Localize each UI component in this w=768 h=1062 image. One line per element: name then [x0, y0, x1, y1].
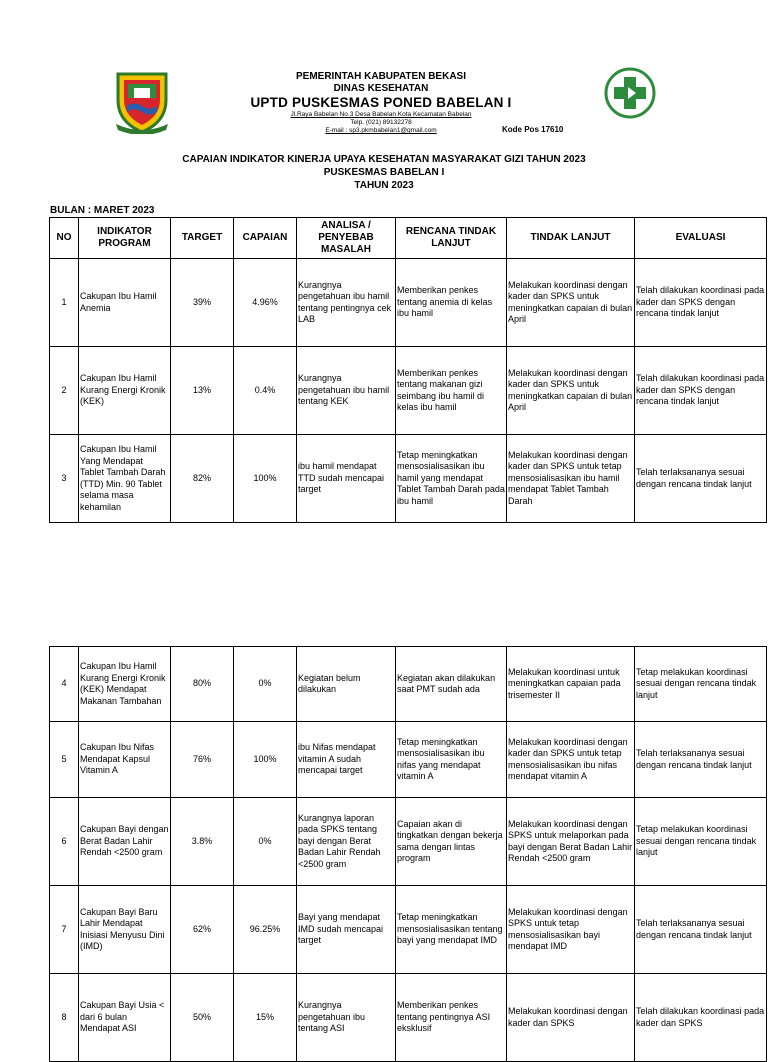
cell-no: 8 — [50, 974, 79, 1062]
cell-tindak: Melakukan koordinasi dengan kader dan SPKS — [507, 974, 635, 1062]
cell-analisa: ibu Nifas mendapat vitamin A sudah mencapai target — [297, 722, 396, 798]
col-header-capaian: CAPAIAN — [234, 218, 297, 259]
table-row — [50, 886, 767, 974]
cell-target: 13% — [171, 347, 234, 435]
cell-evaluasi: Telah terlaksananya sesuai dengan rencana tindak lanjut — [635, 886, 767, 974]
cell-indikator: Cakupan Bayi Baru Lahir Mendapat Inisiasi Menyusu Dini (IMD) — [79, 886, 171, 974]
cell-capaian: 0.4% — [234, 347, 297, 435]
email-link[interactable]: E-mail : sp3.pkmbabelan1@gmail.com — [325, 127, 437, 134]
cell-target: 39% — [171, 259, 234, 347]
cell-analisa: Bayi yang mendapat IMD sudah mencapai target — [297, 886, 396, 974]
cell-evaluasi: Tetap melakukan koordinasi sesuai dengan rencana tindak lanjut — [635, 798, 767, 886]
indicator-table-page-1 — [49, 217, 767, 523]
puskesmas-cross-logo — [604, 67, 656, 119]
cell-rencana: Memberikan penkes tentang anemia di kelas ibu hamil — [396, 259, 507, 347]
table-row — [50, 974, 767, 1062]
cell-evaluasi: Telah dilakukan koordinasi pada kader dan SPKS dengan rencana tindak lanjut — [635, 347, 767, 435]
cell-capaian: 100% — [234, 722, 297, 798]
cell-target: 50% — [171, 974, 234, 1062]
cell-indikator: Cakupan Ibu Hamil Anemia — [79, 259, 171, 347]
cell-evaluasi: Telah terlaksananya sesuai dengan rencana tindak lanjut — [635, 722, 767, 798]
cell-evaluasi: Tetap melakukan koordinasi sesuai dengan rencana tindak lanjut — [635, 647, 767, 722]
table-row — [50, 722, 767, 798]
col-header-tindak: TINDAK LANJUT — [507, 218, 635, 259]
col-header-analisa: ANALISA / PENYEBAB MASALAH — [297, 218, 396, 259]
cell-indikator: Cakupan Ibu Hamil Kurang Energi Kronik (KEK) Mendapat Makanan Tambahan — [79, 647, 171, 722]
cell-capaian: 0% — [234, 798, 297, 886]
table-row — [50, 798, 767, 886]
department-name: DINAS KESEHATAN — [333, 83, 429, 94]
table-row — [50, 647, 767, 722]
table-row — [50, 435, 767, 523]
cell-evaluasi: Telah dilakukan koordinasi pada kader dan SPKS dengan rencana tindak lanjut — [635, 259, 767, 347]
cell-rencana: Kegiatan akan dilakukan saat PMT sudah ada — [396, 647, 507, 722]
cell-target: 76% — [171, 722, 234, 798]
table-header-row — [50, 218, 767, 259]
cell-capaian: 100% — [234, 435, 297, 523]
report-title — [0, 153, 768, 192]
col-header-indikator: INDIKATOR PROGRAM — [79, 218, 171, 259]
cell-evaluasi: Telah dilakukan koordinasi pada kader dan SPKS — [635, 974, 767, 1062]
cell-evaluasi: Telah terlaksananya sesuai dengan rencana tindak lanjut — [635, 435, 767, 523]
title-line-2: PUSKESMAS BABELAN I — [323, 167, 445, 178]
bekasi-crest-logo — [114, 70, 170, 134]
cell-no: 3 — [50, 435, 79, 523]
cell-indikator: Cakupan Bayi dengan Berat Badan Lahir Rendah <2500 gram — [79, 798, 171, 886]
col-header-no: NO — [50, 218, 79, 259]
cell-rencana: Tetap meningkatkan mensosialisasikan ibu hamil yang mendapat Tablet Tambah Darah pada ibu hamil — [396, 435, 507, 523]
cell-analisa: ibu hamil mendapat TTD sudah mencapai target — [297, 435, 396, 523]
cell-no: 2 — [50, 347, 79, 435]
cell-tindak: Melakukan koordinasi dengan SPKS untuk tetap mensosialisasikan bayi mendapat IMD — [507, 886, 635, 974]
cell-tindak: Melakukan koordinasi dengan kader dan SPKS untuk meningkatkan capaian di bulan April — [507, 347, 635, 435]
cell-target: 3.8% — [171, 798, 234, 886]
cell-rencana: Memberikan penkes tentang makanan gizi seimbang ibu hamil di kelas ibu hamil — [396, 347, 507, 435]
cell-tindak: Melakukan koordinasi dengan kader dan SPKS untuk tetap mensosialisasikan ibu nifas mendapat vitamin A — [507, 722, 635, 798]
col-header-evaluasi: EVALUASI — [635, 218, 767, 259]
month-label: BULAN : MARET 2023 — [50, 205, 155, 216]
table-row — [50, 259, 767, 347]
cell-capaian: 4.96% — [234, 259, 297, 347]
cell-no: 4 — [50, 647, 79, 722]
government-name: PEMERINTAH KABUPATEN BEKASI — [295, 71, 466, 82]
cell-tindak: Melakukan koordinasi dengan kader dan SPKS untuk tetap mensosialisasikan ibu hamil mendapat Tablet Tambah Darah — [507, 435, 635, 523]
cell-tindak: Melakukan koordinasi untuk meningkatkan capaian pada trisemester II — [507, 647, 635, 722]
cell-target: 80% — [171, 647, 234, 722]
phone-text: Telp. (021) 89132278 — [350, 119, 412, 126]
cell-capaian: 15% — [234, 974, 297, 1062]
cell-tindak: Melakukan koordinasi dengan kader dan SPKS untuk meningkatkan capaian di bulan April — [507, 259, 635, 347]
col-header-rencana: RENCANA TINDAK LANJUT — [396, 218, 507, 259]
cell-rencana: Tetap meningkatkan mensosialisasikan tentang bayi yang mendapat IMD — [396, 886, 507, 974]
cell-analisa: Kurangnya pengetahuan ibu tentang ASI — [297, 974, 396, 1062]
letterhead-text — [240, 71, 522, 135]
cell-rencana: Tetap meningkatkan mensosialisasikan ibu nifas yang mendapat vitamin A — [396, 722, 507, 798]
cell-no: 5 — [50, 722, 79, 798]
cell-target: 62% — [171, 886, 234, 974]
cell-no: 6 — [50, 798, 79, 886]
col-header-target: TARGET — [171, 218, 234, 259]
cell-target: 82% — [171, 435, 234, 523]
address-text: Jl.Raya Babelan No.3 Desa Babelan Kota Kecamatan Babelan — [290, 111, 472, 118]
cell-indikator: Cakupan Ibu Hamil Kurang Energi Kronik (KEK) — [79, 347, 171, 435]
cell-analisa: Kurangnya laporan pada SPKS tentang bayi dengan Berat Badan Lahir Rendah <2500 gram — [297, 798, 396, 886]
cell-indikator: Cakupan Ibu Nifas Mendapat Kapsul Vitamin A — [79, 722, 171, 798]
title-line-3: TAHUN 2023 — [354, 180, 414, 191]
cell-analisa: Kurangnya pengetahuan ibu hamil tentang KEK — [297, 347, 396, 435]
cell-capaian: 0% — [234, 647, 297, 722]
cell-rencana: Memberikan penkes tentang pentingnya ASI eksklusif — [396, 974, 507, 1062]
table-row — [50, 347, 767, 435]
cell-capaian: 96.25% — [234, 886, 297, 974]
cell-indikator: Cakupan Ibu Hamil Yang Mendapat Tablet Tambah Darah (TTD) Min. 90 Tablet selama masa kehamilan — [79, 435, 171, 523]
cell-indikator: Cakupan Bayi Usia < dari 6 bulan Mendapat ASI — [79, 974, 171, 1062]
cell-rencana: Capaian akan di tingkatkan dengan bekerja sama dengan lintas program — [396, 798, 507, 886]
puskesmas-name: UPTD PUSKESMAS PONED BABELAN I — [250, 95, 512, 110]
postal-code: Kode Pos 17610 — [502, 125, 564, 134]
cell-tindak: Melakukan koordinasi dengan SPKS untuk melaporkan pada bayi dengan Berat Badan Lahir Rendah <2500 gram — [507, 798, 635, 886]
indicator-table-page-2 — [49, 646, 767, 1062]
title-line-1: CAPAIAN INDIKATOR KINERJA UPAYA KESEHATAN MASYARAKAT GIZI TAHUN 2023 — [182, 154, 586, 165]
cell-analisa: Kurangnya pengetahuan ibu hamil tentang pentingnya cek LAB — [297, 259, 396, 347]
cell-no: 7 — [50, 886, 79, 974]
cell-no: 1 — [50, 259, 79, 347]
letterhead — [0, 0, 768, 150]
cell-analisa: Kegiatan belum dilakukan — [297, 647, 396, 722]
